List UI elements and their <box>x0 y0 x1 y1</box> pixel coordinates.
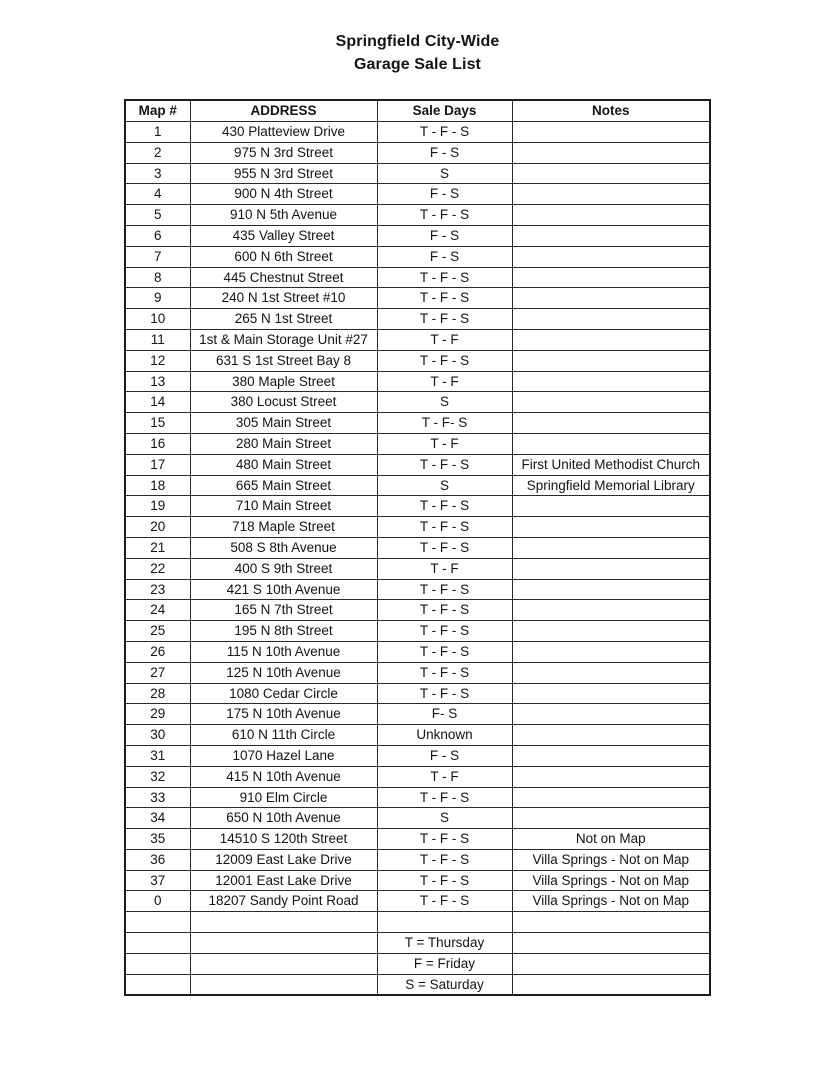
table-cell-address: 305 Main Street <box>190 413 377 434</box>
table-cell-address: 910 N 5th Avenue <box>190 205 377 226</box>
table-cell-sale-days: T = Thursday <box>377 933 512 954</box>
table-row <box>125 933 710 954</box>
table-row <box>125 142 710 163</box>
table-cell-address: 955 N 3rd Street <box>190 163 377 184</box>
table-cell-address: 400 S 9th Street <box>190 558 377 579</box>
table-cell-sale-days: T - F - S <box>377 787 512 808</box>
table-cell-map-number: 25 <box>125 621 190 642</box>
table-row <box>125 454 710 475</box>
table-row <box>125 808 710 829</box>
table-row <box>125 350 710 371</box>
table-cell-notes: First United Methodist Church <box>512 454 710 475</box>
table-cell-map-number: 28 <box>125 683 190 704</box>
column-header-notes: Notes <box>512 100 710 122</box>
table-cell-map-number: 6 <box>125 225 190 246</box>
table-row <box>125 683 710 704</box>
table-cell-sale-days: T - F - S <box>377 496 512 517</box>
table-cell-sale-days: F- S <box>377 704 512 725</box>
table-cell-address: 125 N 10th Avenue <box>190 662 377 683</box>
table-cell-address: 280 Main Street <box>190 433 377 454</box>
table-row <box>125 246 710 267</box>
table-row <box>125 371 710 392</box>
table-row <box>125 641 710 662</box>
table-row <box>125 329 710 350</box>
table-cell-address: 165 N 7th Street <box>190 600 377 621</box>
table-cell-address: 430 Platteview Drive <box>190 122 377 143</box>
table-cell-map-number: 10 <box>125 309 190 330</box>
table-cell-address: 380 Locust Street <box>190 392 377 413</box>
table-body <box>125 122 710 996</box>
table-cell-address: 900 N 4th Street <box>190 184 377 205</box>
table-cell-address: 175 N 10th Avenue <box>190 704 377 725</box>
table-cell-notes: Springfield Memorial Library <box>512 475 710 496</box>
table-row <box>125 579 710 600</box>
table-cell-map-number: 30 <box>125 725 190 746</box>
table-row <box>125 704 710 725</box>
table-cell-notes <box>512 537 710 558</box>
table-cell-sale-days: T - F - S <box>377 621 512 642</box>
table-cell-sale-days: T - F - S <box>377 641 512 662</box>
table-row <box>125 309 710 330</box>
table-cell-notes: Villa Springs - Not on Map <box>512 891 710 912</box>
table-cell-notes <box>512 579 710 600</box>
table-cell-map-number: 15 <box>125 413 190 434</box>
table-cell-address: 12001 East Lake Drive <box>190 870 377 891</box>
table-cell-map-number: 37 <box>125 870 190 891</box>
table-cell-address: 195 N 8th Street <box>190 621 377 642</box>
table-cell-map-number: 26 <box>125 641 190 662</box>
table-cell-address: 380 Maple Street <box>190 371 377 392</box>
table-cell-notes: Villa Springs - Not on Map <box>512 849 710 870</box>
table-cell-sale-days: T - F <box>377 766 512 787</box>
table-cell-map-number: 4 <box>125 184 190 205</box>
table-row <box>125 496 710 517</box>
table-cell-address: 421 S 10th Avenue <box>190 579 377 600</box>
table-cell-sale-days: F - S <box>377 142 512 163</box>
table-cell-address <box>190 912 377 933</box>
table-cell-sale-days: F - S <box>377 184 512 205</box>
table-cell-sale-days: T - F - S <box>377 350 512 371</box>
table-cell-sale-days: T - F - S <box>377 870 512 891</box>
table-cell-notes <box>512 683 710 704</box>
table-row <box>125 600 710 621</box>
table-row <box>125 662 710 683</box>
table-cell-notes <box>512 246 710 267</box>
table-cell-address: 445 Chestnut Street <box>190 267 377 288</box>
table-cell-notes <box>512 288 710 309</box>
table-cell-map-number: 18 <box>125 475 190 496</box>
table-row <box>125 225 710 246</box>
table-cell-map-number: 7 <box>125 246 190 267</box>
column-header-address: ADDRESS <box>190 100 377 122</box>
table-cell-map-number: 23 <box>125 579 190 600</box>
table-row <box>125 974 710 995</box>
table-cell-map-number: 2 <box>125 142 190 163</box>
table-cell-sale-days: T - F - S <box>377 517 512 538</box>
table-cell-map-number: 1 <box>125 122 190 143</box>
table-cell-notes: Not on Map <box>512 829 710 850</box>
table-cell-sale-days: S <box>377 392 512 413</box>
table-cell-sale-days <box>377 912 512 933</box>
page-title-line1: Springfield City-Wide <box>335 33 500 50</box>
column-header-sale-days: Sale Days <box>377 100 512 122</box>
table-cell-sale-days: T - F - S <box>377 267 512 288</box>
table-cell-map-number: 3 <box>125 163 190 184</box>
table-row <box>125 433 710 454</box>
table-cell-notes <box>512 953 710 974</box>
table-cell-address: 650 N 10th Avenue <box>190 808 377 829</box>
table-cell-address <box>190 933 377 954</box>
table-cell-notes <box>512 662 710 683</box>
table-row <box>125 912 710 933</box>
table-row <box>125 745 710 766</box>
table-cell-notes <box>512 184 710 205</box>
table-row <box>125 870 710 891</box>
table-cell-address: 480 Main Street <box>190 454 377 475</box>
table-cell-sale-days: T - F - S <box>377 829 512 850</box>
table-cell-notes <box>512 745 710 766</box>
table-cell-address: 600 N 6th Street <box>190 246 377 267</box>
table-cell-notes <box>512 704 710 725</box>
table-row <box>125 163 710 184</box>
table-cell-address: 718 Maple Street <box>190 517 377 538</box>
table-cell-address: 1080 Cedar Circle <box>190 683 377 704</box>
table-row <box>125 184 710 205</box>
table-cell-address: 508 S 8th Avenue <box>190 537 377 558</box>
table-cell-address: 14510 S 120th Street <box>190 829 377 850</box>
table-cell-map-number <box>125 953 190 974</box>
table-cell-notes <box>512 225 710 246</box>
table-cell-sale-days: T - F - S <box>377 849 512 870</box>
table-cell-sale-days: T - F - S <box>377 683 512 704</box>
table-row <box>125 205 710 226</box>
table-cell-sale-days: T - F <box>377 433 512 454</box>
table-cell-map-number: 16 <box>125 433 190 454</box>
table-cell-sale-days: T - F <box>377 329 512 350</box>
table-cell-map-number: 29 <box>125 704 190 725</box>
garage-sale-table <box>124 99 711 996</box>
table-cell-map-number: 22 <box>125 558 190 579</box>
table-cell-map-number <box>125 974 190 995</box>
table-cell-sale-days: T - F - S <box>377 454 512 475</box>
table-row <box>125 537 710 558</box>
table-row <box>125 517 710 538</box>
table-cell-map-number: 12 <box>125 350 190 371</box>
table-cell-sale-days: T - F - S <box>377 600 512 621</box>
table-cell-notes: Villa Springs - Not on Map <box>512 870 710 891</box>
table-cell-notes <box>512 641 710 662</box>
table-cell-sale-days: S = Saturday <box>377 974 512 995</box>
table-cell-map-number: 14 <box>125 392 190 413</box>
table-cell-notes <box>512 912 710 933</box>
table-cell-map-number: 0 <box>125 891 190 912</box>
table-cell-address: 12009 East Lake Drive <box>190 849 377 870</box>
table-cell-address: 415 N 10th Avenue <box>190 766 377 787</box>
table-cell-sale-days: T - F - S <box>377 309 512 330</box>
table-cell-notes <box>512 142 710 163</box>
table-cell-sale-days: T - F - S <box>377 891 512 912</box>
table-cell-map-number: 13 <box>125 371 190 392</box>
table-cell-sale-days: F - S <box>377 246 512 267</box>
table-row <box>125 122 710 143</box>
table-cell-notes <box>512 766 710 787</box>
table-cell-notes <box>512 309 710 330</box>
table-cell-map-number: 31 <box>125 745 190 766</box>
table-cell-map-number: 19 <box>125 496 190 517</box>
table-row <box>125 288 710 309</box>
table-row <box>125 766 710 787</box>
table-cell-notes <box>512 433 710 454</box>
table-cell-sale-days: T - F - S <box>377 537 512 558</box>
table-cell-map-number: 11 <box>125 329 190 350</box>
table-cell-map-number <box>125 933 190 954</box>
table-row <box>125 787 710 808</box>
table-row <box>125 953 710 974</box>
table-row <box>125 267 710 288</box>
table-cell-notes <box>512 163 710 184</box>
table-cell-sale-days: F - S <box>377 745 512 766</box>
table-cell-sale-days: T - F - S <box>377 288 512 309</box>
table-row <box>125 413 710 434</box>
table-cell-map-number: 21 <box>125 537 190 558</box>
column-header-map-number: Map # <box>125 100 190 122</box>
table-cell-address: 631 S 1st Street Bay 8 <box>190 350 377 371</box>
table-cell-address: 665 Main Street <box>190 475 377 496</box>
table-cell-notes <box>512 392 710 413</box>
table-cell-map-number: 34 <box>125 808 190 829</box>
table-cell-address <box>190 953 377 974</box>
table-cell-notes <box>512 329 710 350</box>
table-cell-address: 975 N 3rd Street <box>190 142 377 163</box>
table-cell-address: 910 Elm Circle <box>190 787 377 808</box>
table-cell-address: 435 Valley Street <box>190 225 377 246</box>
table-cell-map-number: 35 <box>125 829 190 850</box>
table-cell-notes <box>512 558 710 579</box>
table-cell-address: 265 N 1st Street <box>190 309 377 330</box>
table-cell-sale-days: T - F - S <box>377 205 512 226</box>
table-cell-map-number: 8 <box>125 267 190 288</box>
table-row <box>125 475 710 496</box>
table-cell-sale-days: S <box>377 163 512 184</box>
table-cell-notes <box>512 496 710 517</box>
table-cell-map-number: 9 <box>125 288 190 309</box>
table-row <box>125 392 710 413</box>
table-cell-sale-days: F - S <box>377 225 512 246</box>
table-cell-sale-days: T - F - S <box>377 579 512 600</box>
table-cell-address: 18207 Sandy Point Road <box>190 891 377 912</box>
page-title <box>0 30 835 76</box>
table-cell-notes <box>512 621 710 642</box>
table-row <box>125 849 710 870</box>
table-cell-map-number: 33 <box>125 787 190 808</box>
table-cell-sale-days: T - F <box>377 371 512 392</box>
table-cell-address <box>190 974 377 995</box>
table-cell-map-number <box>125 912 190 933</box>
table-cell-notes <box>512 933 710 954</box>
table-cell-notes <box>512 122 710 143</box>
table-cell-notes <box>512 787 710 808</box>
table-cell-address: 710 Main Street <box>190 496 377 517</box>
table-cell-notes <box>512 974 710 995</box>
table-cell-address: 1070 Hazel Lane <box>190 745 377 766</box>
table-cell-sale-days: S <box>377 808 512 829</box>
table-cell-notes <box>512 600 710 621</box>
table-cell-notes <box>512 350 710 371</box>
table-cell-map-number: 20 <box>125 517 190 538</box>
table-header-row <box>125 100 710 122</box>
table-cell-address: 610 N 11th Circle <box>190 725 377 746</box>
table-cell-sale-days: S <box>377 475 512 496</box>
table-cell-map-number: 36 <box>125 849 190 870</box>
table-row <box>125 725 710 746</box>
table-cell-notes <box>512 371 710 392</box>
table-cell-sale-days: T - F <box>377 558 512 579</box>
table-cell-address: 1st & Main Storage Unit #27 <box>190 329 377 350</box>
table-cell-map-number: 5 <box>125 205 190 226</box>
table-cell-notes <box>512 205 710 226</box>
table-cell-notes <box>512 725 710 746</box>
table-cell-address: 240 N 1st Street #10 <box>190 288 377 309</box>
table-cell-notes <box>512 808 710 829</box>
table-cell-map-number: 17 <box>125 454 190 475</box>
page-title-line2: Garage Sale List <box>354 56 481 73</box>
table-row <box>125 621 710 642</box>
table-row <box>125 558 710 579</box>
table-cell-sale-days: Unknown <box>377 725 512 746</box>
table-cell-sale-days: F = Friday <box>377 953 512 974</box>
table-cell-notes <box>512 517 710 538</box>
table-cell-map-number: 27 <box>125 662 190 683</box>
table-row <box>125 891 710 912</box>
table-cell-map-number: 32 <box>125 766 190 787</box>
table-cell-sale-days: T - F - S <box>377 122 512 143</box>
table-cell-notes <box>512 267 710 288</box>
table-cell-notes <box>512 413 710 434</box>
table-cell-sale-days: T - F - S <box>377 662 512 683</box>
table-row <box>125 829 710 850</box>
table-cell-map-number: 24 <box>125 600 190 621</box>
table-cell-address: 115 N 10th Avenue <box>190 641 377 662</box>
table-cell-sale-days: T - F- S <box>377 413 512 434</box>
